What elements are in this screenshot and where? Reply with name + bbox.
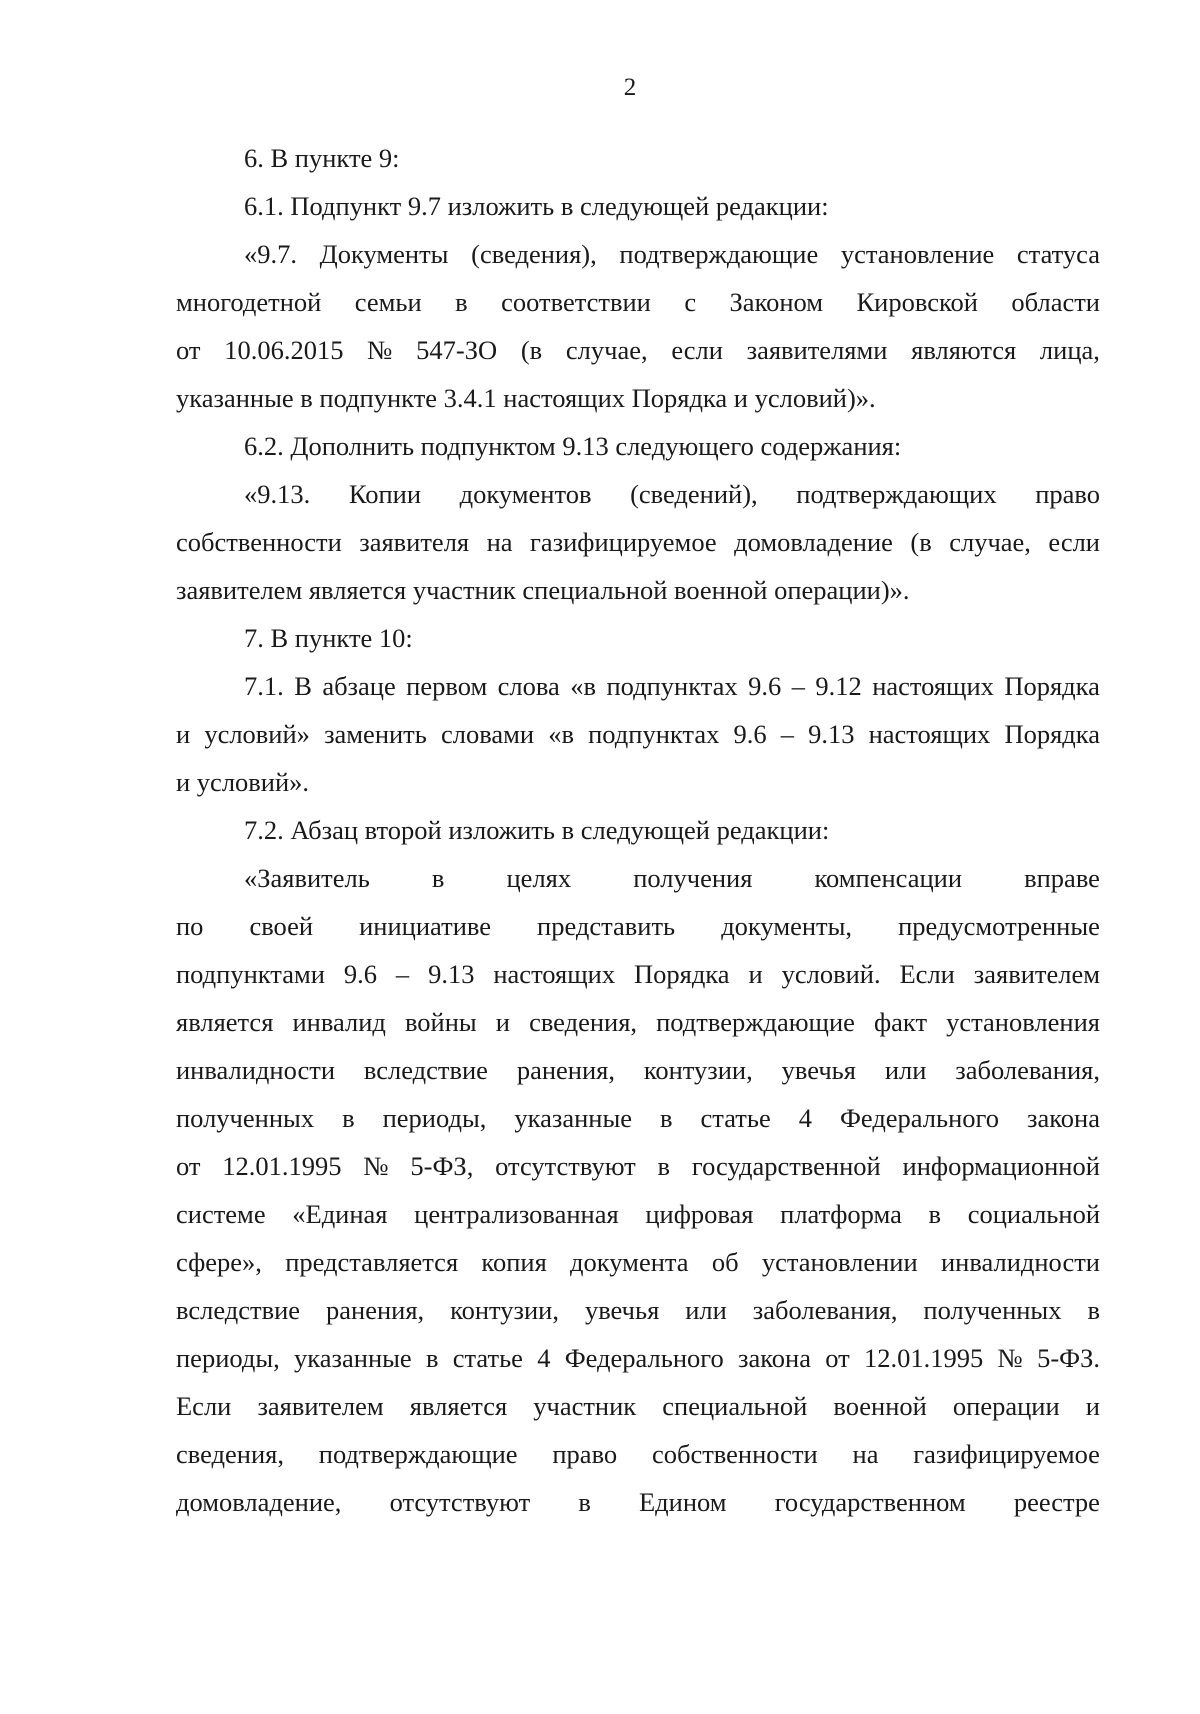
word: словами — [440, 719, 535, 749]
word: подтверждающих — [796, 479, 997, 509]
word: на — [852, 1439, 879, 1469]
word: информационной — [902, 1151, 1100, 1181]
word: являются — [911, 335, 1017, 365]
text-line: указанные в подпункте 3.4.1 настоящих Порядка и условий)». — [176, 383, 876, 413]
word: в — [660, 1103, 673, 1133]
word: системе — [176, 1199, 266, 1229]
word: – — [780, 719, 794, 749]
text-line — [176, 662, 1100, 710]
word: (сведения), — [471, 239, 597, 269]
word: с — [684, 287, 697, 317]
text-line — [176, 518, 1100, 566]
word: копия — [481, 1247, 547, 1277]
word: в — [657, 1151, 671, 1181]
word: статуса — [1016, 239, 1100, 269]
word: контузии, — [450, 1295, 559, 1325]
word: предусмотренные — [898, 911, 1100, 941]
word: инвалидности — [176, 1055, 336, 1085]
word: «Единая — [292, 1199, 388, 1229]
word: заявителем — [257, 1391, 384, 1421]
word: лица, — [1039, 335, 1100, 365]
word: условий. — [781, 959, 881, 989]
word: на — [486, 527, 513, 557]
word: получения — [633, 863, 753, 893]
word: № — [997, 1343, 1023, 1373]
word: по — [176, 911, 204, 941]
word: государственном — [774, 1487, 966, 1517]
word: соответствии — [501, 287, 651, 317]
word: 5-ФЗ. — [1037, 1343, 1100, 1373]
page-number: 2 — [623, 74, 637, 101]
paragraph-6-heading: 6. В пункте 9: — [244, 143, 400, 173]
word: установления — [946, 1007, 1100, 1037]
text-line — [176, 998, 1100, 1046]
word: отсутствуют — [389, 1487, 531, 1517]
word: 9.13 — [808, 719, 855, 749]
word: подпунктами — [176, 959, 325, 989]
word: 9.6 — [733, 719, 767, 749]
word: периоды, — [382, 1103, 487, 1133]
word: собственности — [651, 1439, 818, 1469]
word: полученных — [176, 1103, 315, 1133]
word: Кировской — [856, 287, 978, 317]
paragraph-6-2: 6.2. Дополнить подпунктом 9.13 следующего содержания: — [244, 431, 902, 461]
word: реестре — [1013, 1487, 1100, 1517]
word: подтверждающие — [318, 1439, 518, 1469]
word: сведения, — [176, 1439, 284, 1469]
word: закона — [1027, 1103, 1100, 1133]
word: и — [495, 1007, 510, 1037]
text-line — [176, 326, 1100, 374]
word: Едином — [639, 1487, 727, 1517]
word: заменить — [324, 719, 427, 749]
word: Документы — [319, 239, 449, 269]
word: является — [176, 1007, 274, 1037]
word: централизованная — [414, 1199, 619, 1229]
paragraph-9-7-text — [176, 230, 1100, 422]
text-line — [176, 1190, 1100, 1238]
word: 547-ЗО — [416, 335, 498, 365]
word: увечья — [781, 1055, 856, 1085]
paragraph-7-heading: 7. В пункте 10: — [244, 623, 413, 653]
word: если — [1048, 527, 1100, 557]
word: – — [395, 959, 410, 989]
word: – — [791, 671, 805, 701]
word: инициативе — [359, 911, 491, 941]
word: операции — [952, 1391, 1060, 1421]
word: заявителя — [359, 527, 470, 557]
text-line — [176, 1238, 1100, 1286]
word: случае, — [565, 335, 648, 365]
word: специальной — [662, 1391, 808, 1421]
word: статье — [452, 1343, 523, 1373]
word: Если — [899, 959, 955, 989]
word: 9.13 — [428, 959, 475, 989]
word: право — [552, 1439, 618, 1469]
word: настоящих — [493, 959, 616, 989]
word: «Заявитель — [244, 863, 370, 893]
text-line — [176, 854, 1100, 902]
word: № — [363, 1151, 389, 1181]
word: периоды, — [176, 1343, 280, 1373]
word: в — [578, 1487, 591, 1517]
word: 10.06.2015 — [224, 335, 344, 365]
word: контузии, — [643, 1055, 753, 1085]
word: платформа — [780, 1199, 902, 1229]
word: заявителем — [973, 959, 1100, 989]
word: слова — [497, 671, 560, 701]
word: № — [367, 335, 393, 365]
word: компенсации — [814, 863, 963, 893]
word: 4 — [537, 1343, 551, 1373]
text-line — [176, 1334, 1100, 1382]
word: документа — [570, 1247, 689, 1277]
word: подтверждающие — [619, 239, 819, 269]
word: 5-ФЗ, — [410, 1151, 474, 1181]
word: установлении — [761, 1247, 918, 1277]
word: подпунктах — [588, 719, 720, 749]
word: заболевания, — [752, 1295, 898, 1325]
word: представляется — [285, 1247, 459, 1277]
word: в — [1087, 1295, 1100, 1325]
word: 9.6 — [748, 671, 782, 701]
text-line — [176, 278, 1100, 326]
word: домовладение, — [176, 1487, 342, 1517]
word: документов — [459, 479, 592, 509]
word: собственности — [176, 527, 342, 557]
word: социальной — [967, 1199, 1100, 1229]
word: документы, — [721, 911, 853, 941]
text-line — [176, 470, 1100, 518]
word: (в — [520, 335, 543, 365]
text-line — [176, 1478, 1100, 1526]
word: статье — [700, 1103, 771, 1133]
text-line — [176, 1142, 1100, 1190]
word: увечья — [584, 1295, 660, 1325]
word: Федерального — [564, 1343, 724, 1373]
text-line — [176, 1430, 1100, 1478]
word: инвалид — [292, 1007, 386, 1037]
word: полученных — [923, 1295, 1062, 1325]
text-line — [176, 1094, 1100, 1142]
word: В — [294, 671, 312, 701]
word: в — [928, 1199, 942, 1229]
word: «9.13. — [244, 479, 311, 509]
word: первом — [406, 671, 488, 701]
text-line: и условий». — [176, 767, 310, 797]
word: от — [176, 1151, 201, 1181]
word: или — [884, 1055, 927, 1085]
word: 12.01.1995 — [222, 1151, 342, 1181]
word: Порядка — [634, 959, 730, 989]
word: домовладение — [734, 527, 893, 557]
text-line — [176, 1286, 1100, 1334]
word: Копии — [348, 479, 422, 509]
word: вправе — [1024, 863, 1100, 893]
paragraph-7-1 — [176, 662, 1100, 806]
word: вследствие — [176, 1295, 301, 1325]
word: абзаце — [322, 671, 396, 701]
word: установление — [840, 239, 995, 269]
text-line: заявителем является участник специальной военной операции)». — [176, 575, 910, 605]
word: является — [409, 1391, 508, 1421]
word: закона — [738, 1343, 811, 1373]
word: многодетной — [176, 287, 322, 317]
document-body — [176, 134, 1100, 1526]
paragraph-6-1: 6.1. Подпункт 9.7 изложить в следующей редакции: — [244, 191, 829, 221]
word: условий» — [204, 719, 310, 749]
word: если — [671, 335, 723, 365]
word: целях — [506, 863, 572, 893]
word: в — [431, 863, 445, 893]
word: (в — [910, 527, 932, 557]
word: 12.01.1995 — [863, 1343, 984, 1373]
word: 4 — [798, 1103, 812, 1133]
word: отсутствуют — [495, 1151, 636, 1181]
word: настоящих — [872, 671, 994, 701]
word: и — [176, 719, 191, 749]
word: в — [342, 1103, 355, 1133]
word: государственной — [691, 1151, 881, 1181]
word: заявителями — [746, 335, 888, 365]
text-line — [176, 230, 1100, 278]
word: вследствие — [363, 1055, 488, 1085]
word: указанные — [514, 1103, 633, 1133]
word: в — [425, 1343, 439, 1373]
paragraph-9-13-text — [176, 470, 1100, 614]
word: военной — [833, 1391, 927, 1421]
word: «в — [570, 671, 597, 701]
word: указанные — [294, 1343, 412, 1373]
word: представить — [537, 911, 676, 941]
text-line — [176, 1046, 1100, 1094]
word: подпунктах — [606, 671, 738, 701]
word: «в — [548, 719, 574, 749]
word: «9.7. — [244, 239, 297, 269]
text-line — [176, 1382, 1100, 1430]
word: Порядка — [1004, 671, 1100, 701]
word: Законом — [729, 287, 824, 317]
word: области — [1011, 287, 1100, 317]
text-line — [176, 902, 1100, 950]
word: Порядка — [1004, 719, 1100, 749]
word: Федерального — [839, 1103, 1000, 1133]
word: (сведений), — [630, 479, 758, 509]
word: инвалидности — [940, 1247, 1100, 1277]
word: об — [711, 1247, 739, 1277]
word: газифицируемое — [530, 527, 717, 557]
word: настоящих — [868, 719, 991, 749]
word: ранения, — [326, 1295, 425, 1325]
word: своей — [249, 911, 314, 941]
word: войны — [404, 1007, 477, 1037]
word: факт — [874, 1007, 928, 1037]
text-line — [176, 710, 1100, 758]
word: заболевания, — [955, 1055, 1100, 1085]
word: право — [1035, 479, 1100, 509]
paragraph-applicant-text — [176, 854, 1100, 1526]
word: участник — [533, 1391, 637, 1421]
word: Если — [176, 1391, 232, 1421]
word: 9.12 — [815, 671, 862, 701]
word: сфере», — [176, 1247, 262, 1277]
word: сведения, — [529, 1007, 638, 1037]
word: цифровая — [645, 1199, 754, 1229]
text-line — [176, 950, 1100, 998]
word: от — [176, 335, 201, 365]
word: газифицируемое — [913, 1439, 1100, 1469]
word: подтверждающие — [656, 1007, 855, 1037]
word: семьи — [354, 287, 422, 317]
word: от — [825, 1343, 850, 1373]
word: и — [1085, 1391, 1100, 1421]
word: 9.6 — [343, 959, 377, 989]
word: ранения, — [516, 1055, 615, 1085]
word: 7.1. — [244, 671, 284, 701]
paragraph-7-2: 7.2. Абзац второй изложить в следующей редакции: — [244, 815, 830, 845]
word: в — [455, 287, 468, 317]
word: и — [748, 959, 763, 989]
word: или — [685, 1295, 727, 1325]
word: случае, — [949, 527, 1031, 557]
